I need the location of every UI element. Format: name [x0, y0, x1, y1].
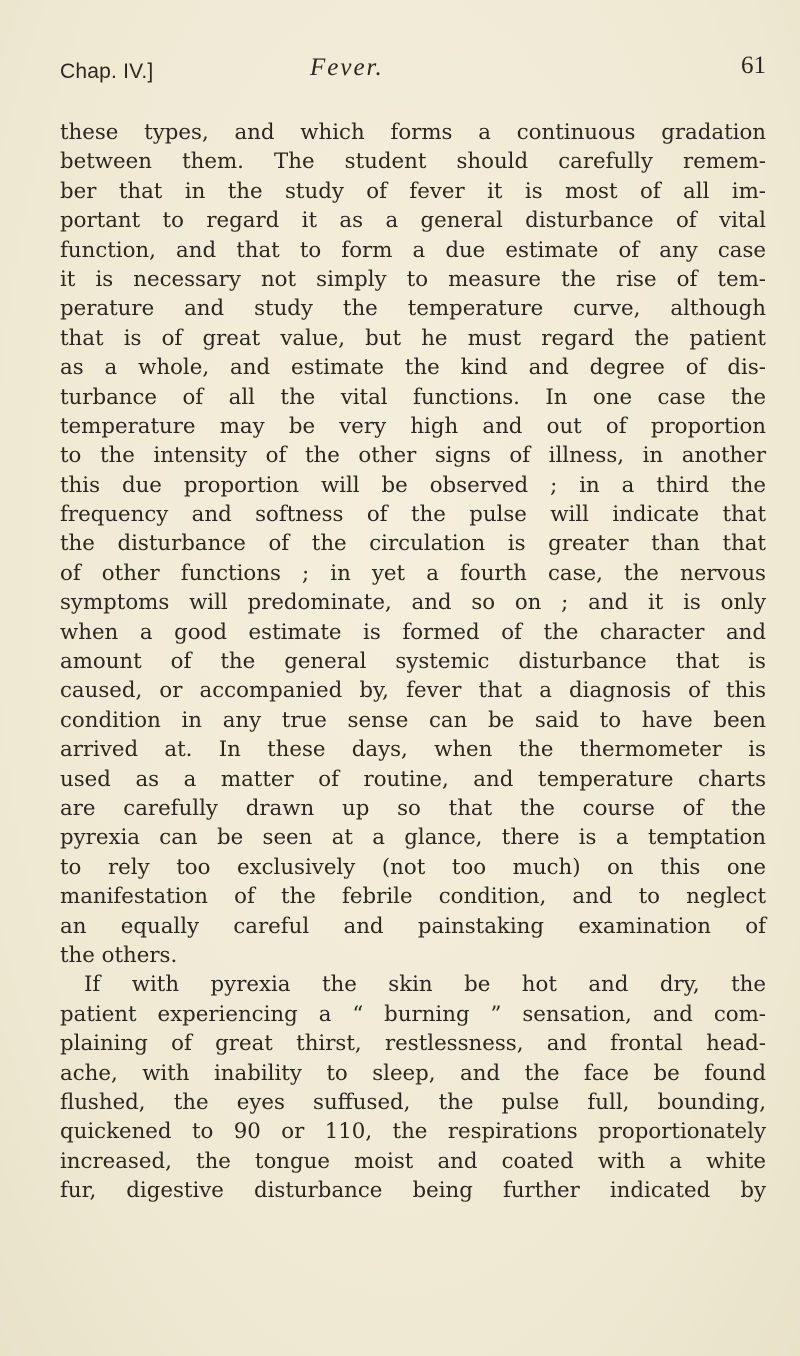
- running-title: Fever.: [310, 54, 384, 81]
- text-line: patient experiencing a “ burning ” sensation, and com-: [60, 1001, 766, 1027]
- text-line: caused, or accompanied by, fever that a diagnosis of this: [60, 678, 766, 704]
- text-line: used as a matter of routine, and temperature charts: [60, 766, 766, 792]
- text-line: function, and that to form a due estimate of any case: [60, 237, 766, 263]
- text-line: perature and study the temperature curve, although: [60, 296, 766, 322]
- text-line: an equally careful and painstaking examination of: [60, 913, 766, 939]
- body-text: [60, 118, 766, 1205]
- text-line: fur, digestive disturbance being further indicated by: [60, 1178, 766, 1204]
- text-line: temperature may be very high and out of proportion: [60, 413, 766, 439]
- text-line: the disturbance of the circulation is greater than that: [60, 531, 766, 557]
- text-line: as a whole, and estimate the kind and degree of dis-: [60, 355, 766, 381]
- text-line: are carefully drawn up so that the course of the: [60, 795, 766, 821]
- text-line: it is necessary not simply to measure the rise of tem-: [60, 266, 766, 292]
- text-line: manifestation of the febrile condition, and to neglect: [60, 884, 766, 910]
- page-number: 61: [741, 52, 766, 79]
- chapter-reference: Chap. IV.]: [60, 60, 154, 83]
- text-line: arrived at. In these days, when the thermometer is: [60, 737, 766, 763]
- text-line: between them. The student should carefully remem-: [60, 149, 766, 175]
- text-line: frequency and softness of the pulse will indicate that: [60, 502, 766, 528]
- text-line: plaining of great thirst, restlessness, and frontal head-: [60, 1031, 766, 1057]
- text-line: quickened to 90 or 110, the respirations proportionately: [60, 1119, 766, 1145]
- text-line: turbance of all the vital functions. In one case the: [60, 384, 766, 410]
- text-line: the others.: [60, 942, 178, 968]
- text-line: these types, and which forms a continuous gradation: [60, 120, 766, 145]
- running-head: [60, 52, 766, 88]
- text-line: amount of the general systemic disturbance that is: [60, 649, 766, 675]
- text-line: portant to regard it as a general disturbance of vital: [60, 208, 766, 234]
- text-line: flushed, the eyes suffused, the pulse full, bounding,: [60, 1089, 766, 1115]
- text-line: condition in any true sense can be said to have been: [60, 707, 766, 733]
- text-line: symptoms will predominate, and so on ; and it is only: [60, 590, 766, 616]
- text-line: increased, the tongue moist and coated with a white: [60, 1148, 766, 1174]
- text-line: to the intensity of the other signs of illness, in another: [60, 443, 766, 469]
- text-line: that is of great value, but he must regard the patient: [60, 325, 766, 351]
- text-line: pyrexia can be seen at a glance, there is a temptation: [60, 825, 766, 851]
- text-line: to rely too exclusively (not too much) on this one: [60, 854, 766, 880]
- text-line: ber that in the study of fever it is most of all im-: [60, 178, 766, 204]
- text-line: when a good estimate is formed of the character and: [60, 619, 766, 645]
- text-line: ache, with inability to sleep, and the face be found: [60, 1060, 766, 1086]
- text-line: this due proportion will be observed ; in a third the: [60, 472, 766, 498]
- text-line: If with pyrexia the skin be hot and dry, the: [84, 972, 766, 998]
- text-line: of other functions ; in yet a fourth case, the nervous: [60, 560, 766, 586]
